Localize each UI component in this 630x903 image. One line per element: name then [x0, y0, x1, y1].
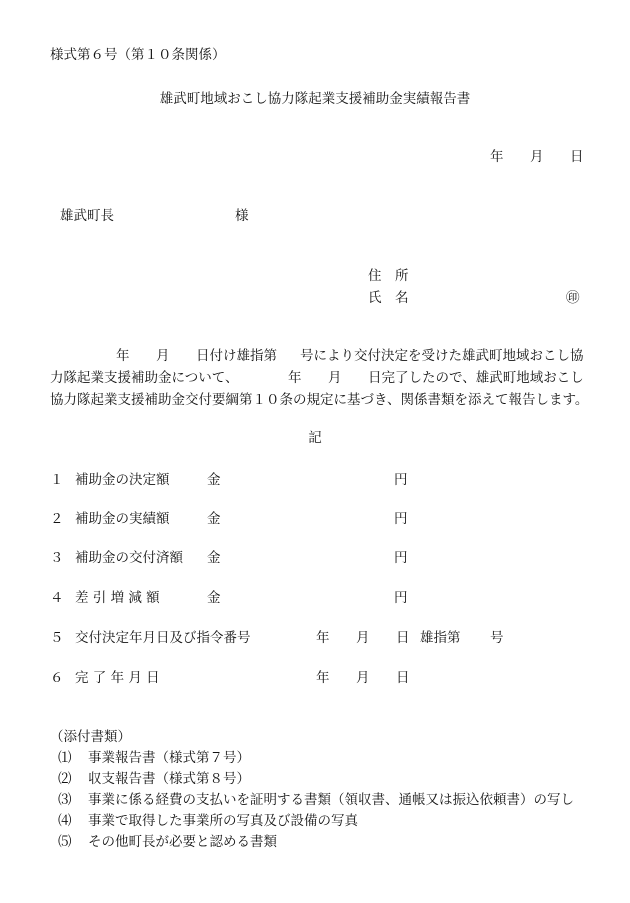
document-title: 雄武町地域おこし協力隊起業支援補助金実績報告書: [159, 91, 471, 107]
item5-month: 月: [356, 630, 370, 646]
date-year: 年: [490, 149, 504, 165]
item-label: 補助金の実績額: [75, 511, 170, 527]
item6-year: 年: [316, 670, 330, 686]
item-unit: 円: [394, 550, 408, 566]
attachment-text: その他町長が必要と認める書類: [88, 834, 277, 850]
attachment-text: 収支報告書（様式第８号）: [88, 771, 250, 787]
item-unit: 円: [394, 472, 408, 488]
attachment-text: 事業に係る経費の支払いを証明する書類（領収書、通帳又は振込依頼書）の写し: [88, 792, 574, 808]
item-unit: 円: [394, 590, 408, 606]
item-unit: 円: [394, 511, 408, 527]
attachment-number: ⑶: [58, 792, 72, 808]
form-number: 様式第６号（第１０条関係）: [50, 47, 226, 63]
item-kin: 金: [207, 550, 221, 566]
date-day: 日: [570, 149, 584, 165]
attachments-heading: （添付書類）: [50, 729, 131, 745]
body-line2-start: 力隊起業支援補助金について、: [50, 370, 239, 386]
item6-day: 日: [396, 670, 410, 686]
date-month: 月: [530, 149, 544, 165]
body-line2-month: 月: [328, 370, 342, 386]
item-number: ４: [50, 590, 64, 606]
applicant-address-label: 住 所: [368, 268, 409, 284]
body-line1-after-number: 号により交付決定を受けた雄武町地域おこし協: [300, 348, 584, 364]
body-line1-text: 日付け雄指第: [196, 348, 277, 364]
item-label: 完 了 年 月 日: [75, 670, 160, 686]
item5-day: 日: [396, 630, 410, 646]
item-label: 補助金の交付済額: [75, 550, 183, 566]
item-number: ２: [50, 511, 64, 527]
attachment-number: ⑸: [58, 834, 72, 850]
body-line1-year: 年: [116, 348, 130, 364]
addressee-honorific: 様: [235, 208, 249, 224]
item-label: 交付決定年月日及び指令番号: [75, 630, 251, 646]
item-kin: 金: [207, 590, 221, 606]
ki-heading: 記: [308, 430, 322, 446]
item5-suffix: 号: [490, 630, 504, 646]
addressee-name: 雄武町長: [60, 208, 114, 224]
item-label: 差 引 増 減 額: [75, 590, 160, 606]
item-number: ５: [50, 630, 64, 646]
attachment-number: ⑷: [58, 813, 72, 829]
body-line1-month: 月: [156, 348, 170, 364]
item-number: ６: [50, 670, 64, 686]
item5-prefix: 雄指第: [420, 630, 461, 646]
item-kin: 金: [207, 472, 221, 488]
body-line2-after: 日完了したので、雄武町地域おこし: [368, 370, 584, 386]
body-line3: 協力隊起業支援補助金交付要綱第１０条の規定に基づき、関係書類を添えて報告します。: [50, 392, 589, 408]
item-number: ３: [50, 550, 64, 566]
attachment-number: ⑴: [58, 750, 72, 766]
applicant-name-label: 氏 名: [368, 290, 409, 306]
attachment-number: ⑵: [58, 771, 72, 787]
item-number: １: [50, 472, 64, 488]
seal-mark: ㊞: [566, 290, 580, 306]
item-kin: 金: [207, 511, 221, 527]
item5-year: 年: [316, 630, 330, 646]
attachment-text: 事業報告書（様式第７号）: [88, 750, 250, 766]
item6-month: 月: [356, 670, 370, 686]
item-label: 補助金の決定額: [75, 472, 170, 488]
body-line2-year: 年: [288, 370, 302, 386]
attachment-text: 事業で取得した事業所の写真及び設備の写真: [88, 813, 358, 829]
